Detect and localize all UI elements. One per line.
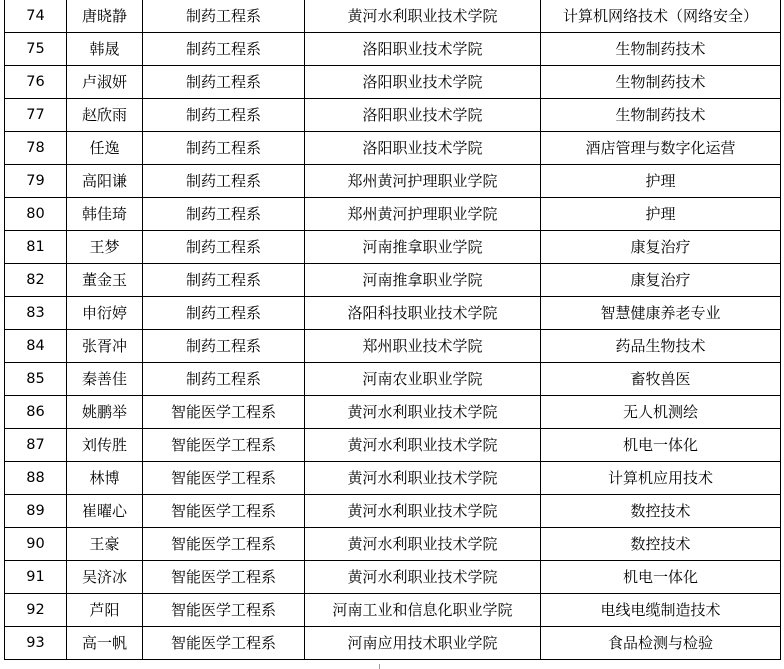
college-cell: 河南推拿职业学院 xyxy=(305,231,541,264)
row-number-cell: 83 xyxy=(5,297,67,330)
major-cell: 智慧健康养老专业 xyxy=(541,297,781,330)
department-cell: 智能医学工程系 xyxy=(143,429,305,462)
college-cell: 黄河水利职业技术学院 xyxy=(305,462,541,495)
row-number-cell: 85 xyxy=(5,363,67,396)
row-number-cell: 82 xyxy=(5,264,67,297)
college-cell: 洛阳职业技术学院 xyxy=(305,132,541,165)
major-cell: 生物制药技术 xyxy=(541,99,781,132)
major-cell: 康复治疗 xyxy=(541,264,781,297)
row-number-cell: 87 xyxy=(5,429,67,462)
college-cell: 郑州黄河护理职业学院 xyxy=(305,165,541,198)
major-cell: 机电一体化 xyxy=(541,429,781,462)
major-cell: 护理 xyxy=(541,198,781,231)
department-cell: 智能医学工程系 xyxy=(143,462,305,495)
major-cell: 护理 xyxy=(541,165,781,198)
row-number-cell: 84 xyxy=(5,330,67,363)
table-row xyxy=(5,165,781,198)
page-edge-mark xyxy=(379,664,380,669)
major-cell: 计算机网络技术（网络安全） xyxy=(541,0,781,33)
table-body xyxy=(5,0,781,660)
table-row xyxy=(5,198,781,231)
row-number-cell: 93 xyxy=(5,627,67,660)
student-name-cell: 崔曜心 xyxy=(67,495,143,528)
department-cell: 制药工程系 xyxy=(143,66,305,99)
student-name-cell: 姚鹏举 xyxy=(67,396,143,429)
student-name-cell: 张胥冲 xyxy=(67,330,143,363)
row-number-cell: 90 xyxy=(5,528,67,561)
table-row xyxy=(5,132,781,165)
department-cell: 智能医学工程系 xyxy=(143,528,305,561)
college-cell: 河南推拿职业学院 xyxy=(305,264,541,297)
college-cell: 郑州职业技术学院 xyxy=(305,330,541,363)
student-name-cell: 林博 xyxy=(67,462,143,495)
major-cell: 药品生物技术 xyxy=(541,330,781,363)
student-name-cell: 高一帆 xyxy=(67,627,143,660)
college-cell: 黄河水利职业技术学院 xyxy=(305,528,541,561)
table-row xyxy=(5,396,781,429)
department-cell: 智能医学工程系 xyxy=(143,594,305,627)
student-name-cell: 任逸 xyxy=(67,132,143,165)
table-row xyxy=(5,0,781,33)
college-cell: 洛阳职业技术学院 xyxy=(305,66,541,99)
student-name-cell: 芦阳 xyxy=(67,594,143,627)
row-number-cell: 91 xyxy=(5,561,67,594)
college-cell: 郑州黄河护理职业学院 xyxy=(305,198,541,231)
row-number-cell: 89 xyxy=(5,495,67,528)
table-row xyxy=(5,561,781,594)
row-number-cell: 88 xyxy=(5,462,67,495)
row-number-cell: 75 xyxy=(5,33,67,66)
major-cell: 酒店管理与数字化运营 xyxy=(541,132,781,165)
department-cell: 制药工程系 xyxy=(143,0,305,33)
row-number-cell: 92 xyxy=(5,594,67,627)
table-row xyxy=(5,264,781,297)
row-number-cell: 79 xyxy=(5,165,67,198)
major-cell: 数控技术 xyxy=(541,528,781,561)
row-number-cell: 76 xyxy=(5,66,67,99)
department-cell: 制药工程系 xyxy=(143,264,305,297)
department-cell: 制药工程系 xyxy=(143,165,305,198)
department-cell: 制药工程系 xyxy=(143,231,305,264)
student-name-cell: 王梦 xyxy=(67,231,143,264)
student-name-cell: 韩晟 xyxy=(67,33,143,66)
major-cell: 康复治疗 xyxy=(541,231,781,264)
college-cell: 河南应用技术职业学院 xyxy=(305,627,541,660)
student-name-cell: 卢淑妍 xyxy=(67,66,143,99)
college-cell: 洛阳职业技术学院 xyxy=(305,33,541,66)
student-name-cell: 秦善佳 xyxy=(67,363,143,396)
department-cell: 智能医学工程系 xyxy=(143,495,305,528)
major-cell: 生物制药技术 xyxy=(541,33,781,66)
table-row xyxy=(5,66,781,99)
table-row xyxy=(5,363,781,396)
college-cell: 洛阳科技职业技术学院 xyxy=(305,297,541,330)
college-cell: 黄河水利职业技术学院 xyxy=(305,396,541,429)
student-name-cell: 赵欣雨 xyxy=(67,99,143,132)
student-admission-table xyxy=(4,0,781,660)
college-cell: 河南农业职业学院 xyxy=(305,363,541,396)
college-cell: 黄河水利职业技术学院 xyxy=(305,0,541,33)
major-cell: 畜牧兽医 xyxy=(541,363,781,396)
department-cell: 制药工程系 xyxy=(143,363,305,396)
table-row xyxy=(5,594,781,627)
table-row xyxy=(5,429,781,462)
college-cell: 河南工业和信息化职业学院 xyxy=(305,594,541,627)
department-cell: 制药工程系 xyxy=(143,33,305,66)
major-cell: 数控技术 xyxy=(541,495,781,528)
department-cell: 制药工程系 xyxy=(143,132,305,165)
table-row xyxy=(5,627,781,660)
student-name-cell: 唐晓静 xyxy=(67,0,143,33)
major-cell: 食品检测与检验 xyxy=(541,627,781,660)
department-cell: 制药工程系 xyxy=(143,297,305,330)
college-cell: 黄河水利职业技术学院 xyxy=(305,495,541,528)
student-name-cell: 王豪 xyxy=(67,528,143,561)
row-number-cell: 86 xyxy=(5,396,67,429)
table-row xyxy=(5,462,781,495)
row-number-cell: 81 xyxy=(5,231,67,264)
row-number-cell: 78 xyxy=(5,132,67,165)
department-cell: 智能医学工程系 xyxy=(143,396,305,429)
major-cell: 计算机应用技术 xyxy=(541,462,781,495)
department-cell: 制药工程系 xyxy=(143,99,305,132)
college-cell: 黄河水利职业技术学院 xyxy=(305,561,541,594)
table-row xyxy=(5,33,781,66)
major-cell: 机电一体化 xyxy=(541,561,781,594)
student-name-cell: 申衍婷 xyxy=(67,297,143,330)
table-row xyxy=(5,330,781,363)
student-name-cell: 董金玉 xyxy=(67,264,143,297)
student-name-cell: 高阳谦 xyxy=(67,165,143,198)
row-number-cell: 74 xyxy=(5,0,67,33)
college-cell: 洛阳职业技术学院 xyxy=(305,99,541,132)
student-name-cell: 吴济冰 xyxy=(67,561,143,594)
row-number-cell: 80 xyxy=(5,198,67,231)
student-name-cell: 刘传胜 xyxy=(67,429,143,462)
table-row xyxy=(5,297,781,330)
major-cell: 电线电缆制造技术 xyxy=(541,594,781,627)
college-cell: 黄河水利职业技术学院 xyxy=(305,429,541,462)
department-cell: 智能医学工程系 xyxy=(143,627,305,660)
department-cell: 智能医学工程系 xyxy=(143,561,305,594)
table-row xyxy=(5,99,781,132)
table-row xyxy=(5,495,781,528)
department-cell: 制药工程系 xyxy=(143,198,305,231)
table-row xyxy=(5,231,781,264)
student-admission-table-sheet xyxy=(4,0,780,664)
table-row xyxy=(5,528,781,561)
major-cell: 无人机测绘 xyxy=(541,396,781,429)
major-cell: 生物制药技术 xyxy=(541,66,781,99)
department-cell: 制药工程系 xyxy=(143,330,305,363)
row-number-cell: 77 xyxy=(5,99,67,132)
student-name-cell: 韩佳琦 xyxy=(67,198,143,231)
